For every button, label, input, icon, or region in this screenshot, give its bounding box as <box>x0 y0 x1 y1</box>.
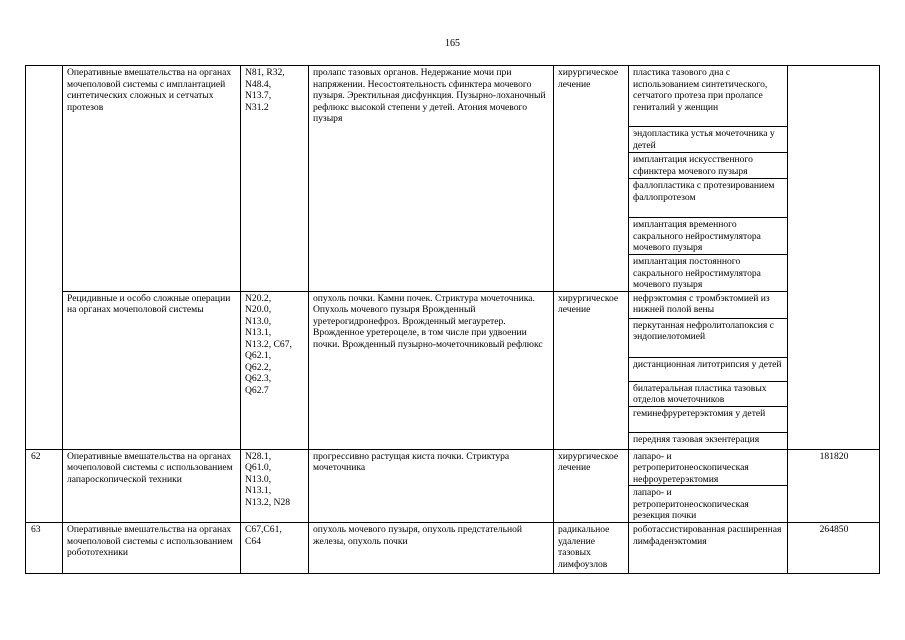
treatment-method-cell: эндопластика устья мочеточника у детей <box>629 127 788 153</box>
intervention-cell: Оперативные вмешательства на органах мочеполовой системы с имплантацией синтетических сложных и сетчатых протезов <box>63 66 241 292</box>
cost-cell <box>788 66 880 450</box>
treatment-method-cell: имплантация искусственного сфинктера мочевого пузыря <box>629 153 788 179</box>
treatment-method-cell: лапаро- и ретроперитонеоскопическая резекция почки <box>629 486 788 523</box>
treatment-method-cell: билатеральная пластика тазовых отделов мочеточников <box>629 381 788 406</box>
treatment-method-cell: имплантация постоянного сакрального нейростимулятора мочевого пузыря <box>629 255 788 292</box>
intervention-cell: Рецидивные и особо сложные операции на органах мочеполовой системы <box>63 291 241 449</box>
intervention-cell: Оперативные вмешательства на органах мочеполовой системы с использованием лапароскопической техники <box>63 449 241 523</box>
row-number-cell <box>26 66 63 450</box>
icd-codes-cell: C67,C61, C64 <box>241 523 309 574</box>
treatment-method-cell: перкутанная нефролитолапоксия с эндопиелотомией <box>629 318 788 357</box>
patient-model-cell: пролапс тазовых органов. Недержание мочи при напряжении. Несостоятельность сфинктера мочевого пузыря. Эректильная дисфункция. Пузырно-лоханочный рефлюкс высокой степени у детей. Атония мочевого пузыря <box>309 66 554 292</box>
page-number: 165 <box>445 38 460 49</box>
treatment-method-cell: геминефруретерэктомия у детей <box>629 406 788 432</box>
treatment-method-cell: фаллопластика с протезированием фаллопротезом <box>629 179 788 218</box>
treatment-type-cell: хирургическое лечение <box>554 66 629 292</box>
row-number-cell: 62 <box>26 449 63 523</box>
medical-care-table <box>25 65 880 574</box>
patient-model-cell: опухоль мочевого пузыря, опухоль предстательной железы, опухоль почки <box>309 523 554 574</box>
patient-model-cell: опухоль почки. Камни почек. Стриктура мочеточника. Опухоль мочевого пузыря Врожденный уретерогидронефроз. Врожденный мегауретер. Врожденное уретероцеле, в том числе при удвоении почки. Врожденный пузырно-мочеточниковый рефлюкс <box>309 291 554 449</box>
icd-codes-cell: N28.1, Q61.0, N13.0, N13.1, N13.2, N28 <box>241 449 309 523</box>
icd-codes-cell: N20.2, N20.0, N13.0, N13.1, N13.2, C67, Q62.1, Q62.2, Q62.3, Q62.7 <box>241 291 309 449</box>
cost-cell: 264850 <box>788 523 880 574</box>
table-row <box>26 66 880 127</box>
intervention-cell: Оперативные вмешательства на органах мочеполовой системы с использованием робототехники <box>63 523 241 574</box>
treatment-method-cell: лапаро- и ретроперитонеоскопическая нефроуретерэктомия <box>629 449 788 486</box>
table-row <box>26 523 880 574</box>
treatment-method-cell: дистанционная литотрипсия у детей <box>629 357 788 381</box>
cost-cell: 181820 <box>788 449 880 523</box>
treatment-method-cell: роботассистированная расширенная лимфаденэктомия <box>629 523 788 574</box>
row-number-cell: 63 <box>26 523 63 574</box>
treatment-type-cell: хирургическое лечение <box>554 449 629 523</box>
treatment-method-cell: передняя тазовая экзентерация <box>629 432 788 449</box>
treatment-type-cell: хирургическое лечение <box>554 291 629 449</box>
patient-model-cell: прогрессивно растущая киста почки. Стриктура мочеточника <box>309 449 554 523</box>
table-row <box>26 449 880 486</box>
treatment-method-cell: имплантация временного сакрального нейростимулятора мочевого пузыря <box>629 218 788 255</box>
icd-codes-cell: N81, R32, N48.4, N13.7, N31.2 <box>241 66 309 292</box>
treatment-method-cell: пластика тазового дна с использованием синтетического, сетчатого протеза при пролапсе гениталий у женщин <box>629 66 788 127</box>
table-row <box>26 291 880 318</box>
treatment-type-cell: радикальное удаление тазовых лимфоузлов <box>554 523 629 574</box>
treatment-method-cell: нефрэктомия с тромбэктомией из нижней полой вены <box>629 291 788 318</box>
